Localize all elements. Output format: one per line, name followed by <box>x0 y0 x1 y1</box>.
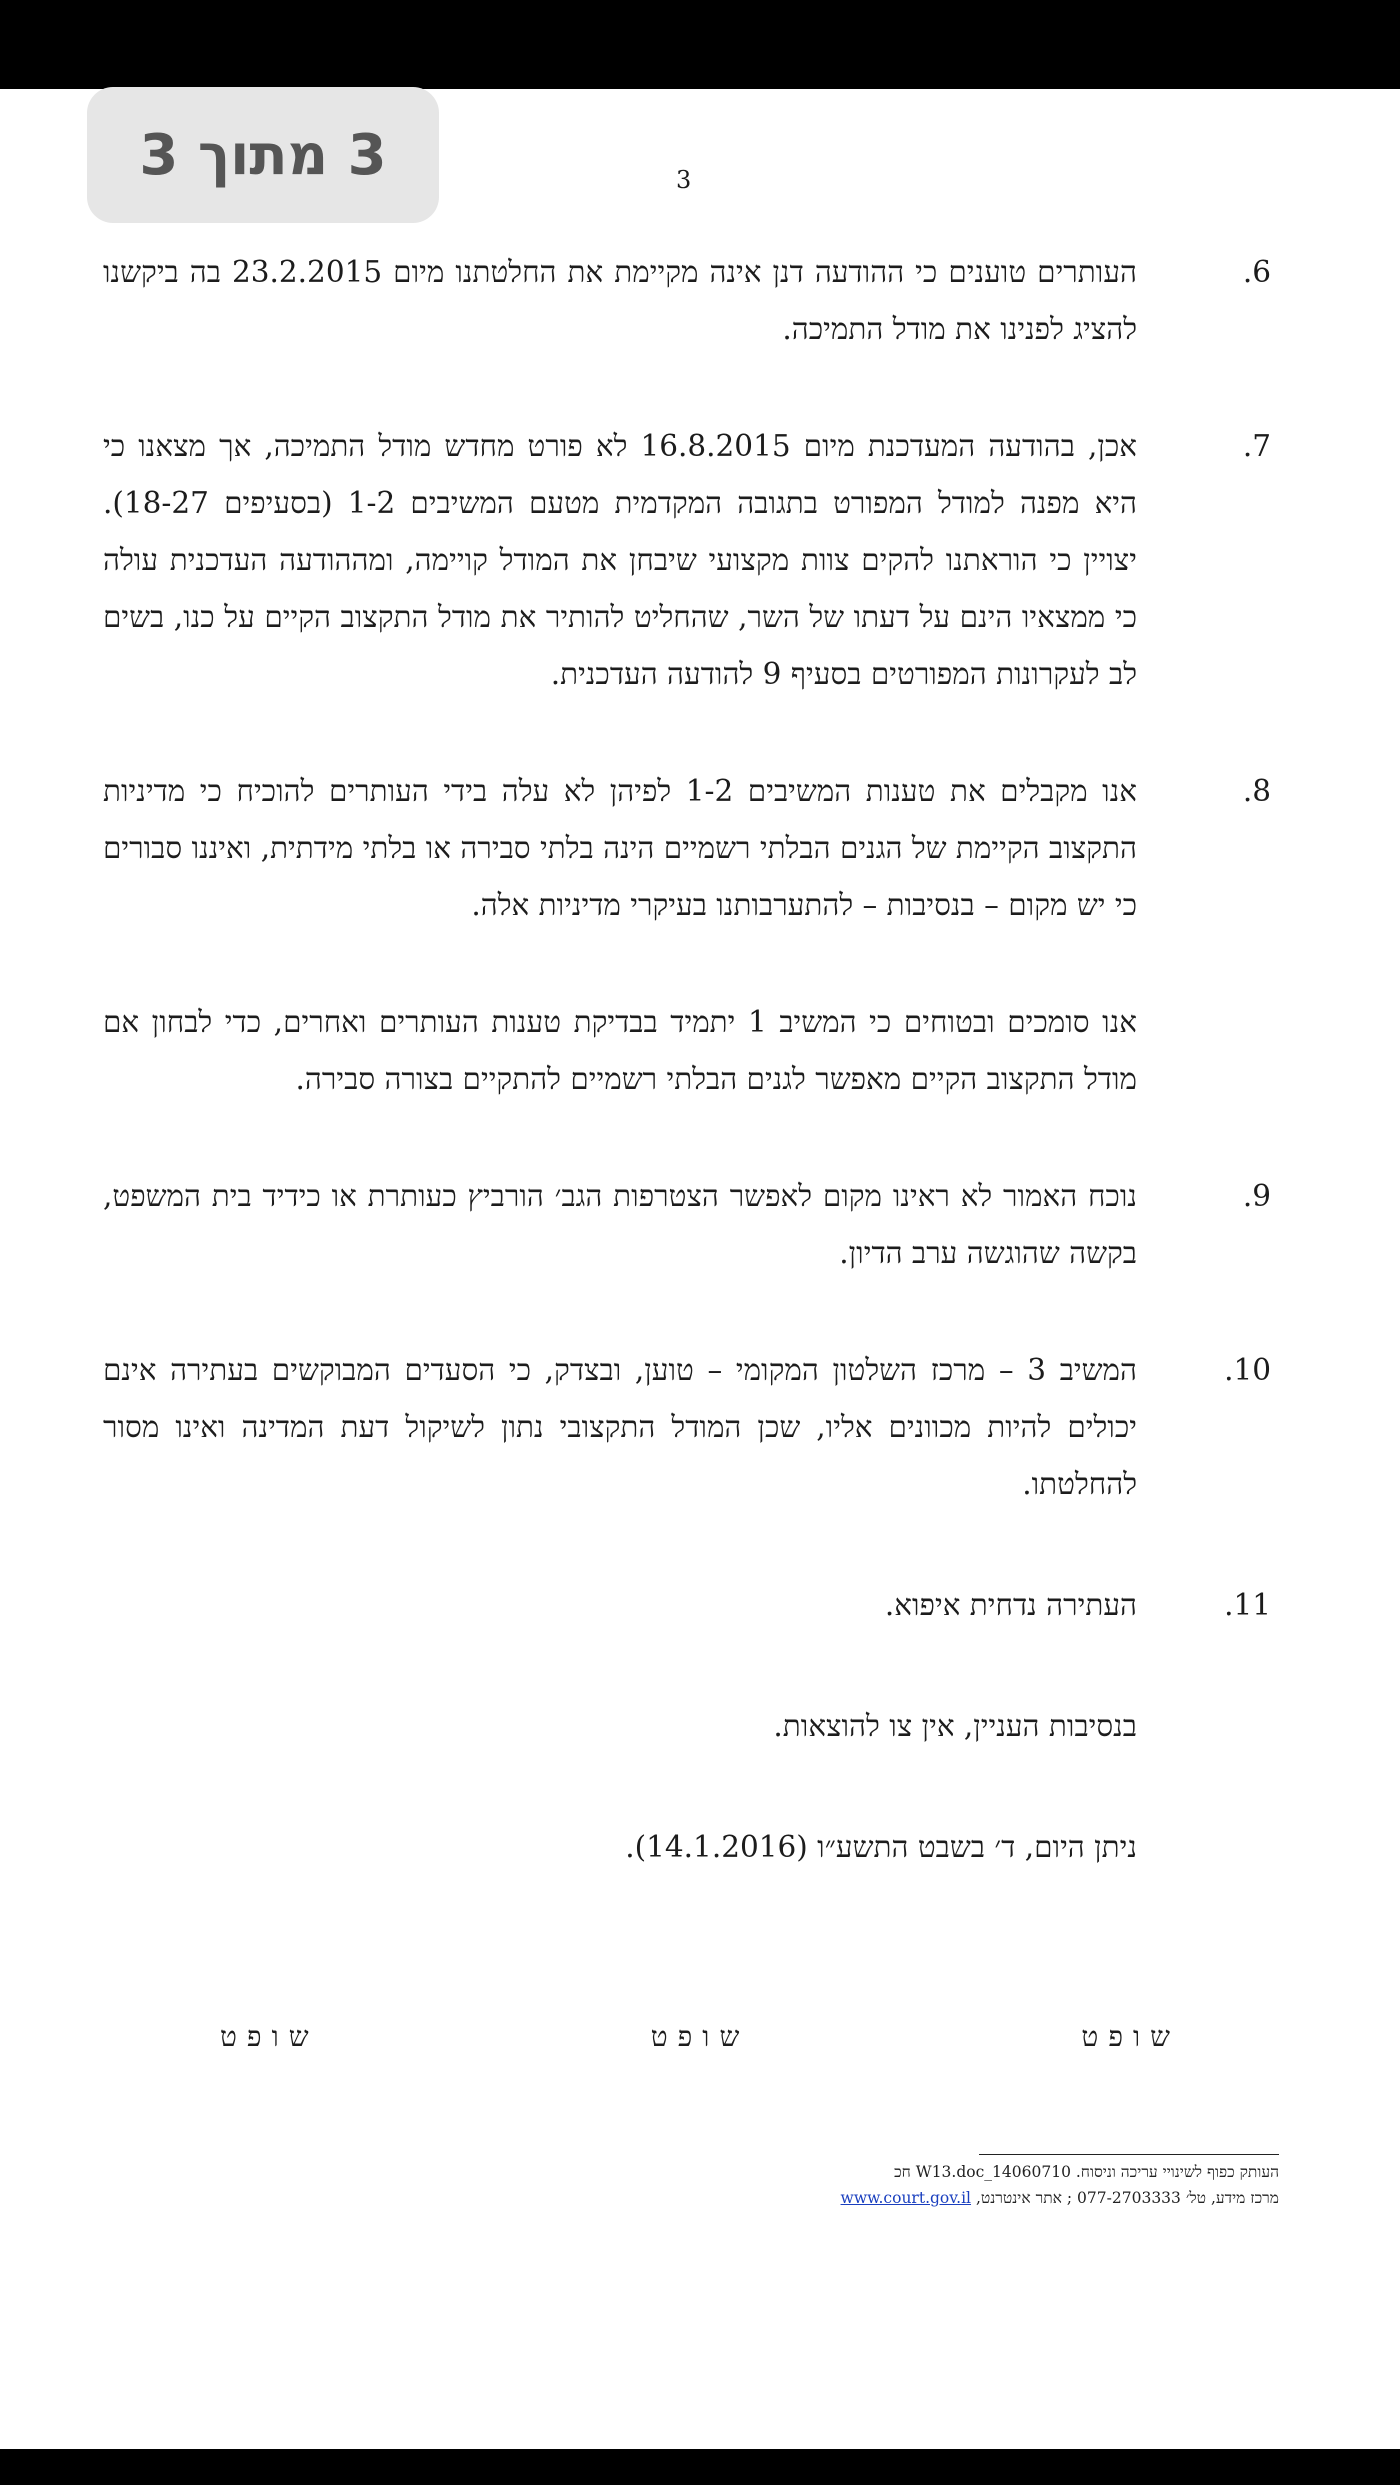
footer-contact-text: מרכז מידע, טל׳ 077-2703333 ; אתר אינטרנט, <box>975 2189 1279 2207</box>
paragraph-number: 10. <box>1224 1353 1271 1387</box>
paragraph-8 <box>103 763 1271 934</box>
paragraph-number: 6. <box>1242 255 1271 289</box>
paragraph-6 <box>103 244 1271 358</box>
paragraph-text: אנו מקבלים את טענות המשיבים 1-2 לפיהן לא עלה בידי העותרים להוכיח כי מדיניות התקצוב הקיימת של הגנים הבלתי רשמיים הינה בלתי סבירה או בלתי מידתית, ואיננו סבורים כי יש מקום – בנסיבות – להתערבותנו בעיקרי מדיניות אלה. <box>103 774 1137 922</box>
paragraph-8-continued <box>103 994 1271 1108</box>
paragraph-number: 11. <box>1224 1588 1271 1622</box>
paragraph-number: 9. <box>1242 1179 1271 1213</box>
paragraph-text: אכן, בהודעה המעדכנת מיום 16.8.2015 לא פורט מחדש מודל התמיכה, אך מצאנו כי היא מפנה למודל המפורט בתגובה המקדמית מטעם המשיבים 1-2 (בסעיפים 18-27). יצויין כי הוראתנו להקים צוות מקצועי שיבחן את המודל קויימה, ומההודעה העדכנית עולה כי ממצאיו הינם על דעתו של השר, שהחליט להותיר את מודל התקצוב הקיים על כנו, בשים לב לעקרונות המפורטים בסעיף 9 להודעה העדכנית. <box>103 429 1137 691</box>
signature-row <box>220 2020 1180 2054</box>
document-body <box>103 244 1271 1876</box>
paragraph-number: 7. <box>1242 429 1271 463</box>
paragraph-text: המשיב 3 – מרכז השלטון המקומי – טוען, ובצדק, כי הסעדים המבוקשים בעתירה אינם יכולים להיות מכוונים אליו, שכן המודל התקצובי נתון לשיקול דעת המדינה ואינו מסור להחלטתו. <box>103 1353 1138 1501</box>
page-indicator-badge <box>87 87 439 223</box>
paragraph-11 <box>103 1577 1271 1634</box>
page-number: 3 <box>676 166 692 194</box>
judge-signature: שופט <box>650 2020 750 2053</box>
paragraph-10 <box>103 1342 1271 1513</box>
paragraph-text: העתירה נדחית איפוא. <box>884 1588 1137 1622</box>
costs-statement: בנסיבות העניין, אין צו להוצאות. <box>773 1709 1137 1743</box>
date-given: ניתן היום, ד׳ בשבט התשע״ו (14.1.2016). <box>625 1830 1137 1864</box>
paragraph-text: אנו סומכים ובטוחים כי המשיב 1 יתמיד בבדיקת טענות העותרים ואחרים, כדי לבחון אם מודל התקצוב הקיים מאפשר לגנים הבלתי רשמיים להתקיים בצורה סבירה. <box>103 1005 1137 1096</box>
paragraph-7 <box>103 418 1271 703</box>
paragraph-text: העותרים טוענים כי ההודעה דנן אינה מקיימת את החלטתנו מיום 23.2.2015 בה ביקשנו להציג לפנינו את מודל התמיכה. <box>103 255 1137 346</box>
document-footer <box>519 2154 1279 2211</box>
judge-signature: שופט <box>220 2020 319 2053</box>
paragraph-text: נוכח האמור לא ראינו מקום לאפשר הצטרפות הגב׳ הורביץ כעותרת או כידיד בית המשפט, בקשה שהוגשה ערב הדיון. <box>103 1179 1137 1270</box>
footer-note: העותק כפוף לשינויי עריכה וניסוח. 14060710_W13.doc חכ <box>894 2163 1279 2181</box>
paragraph-number: 8. <box>1242 774 1271 808</box>
footer-contact <box>519 2185 1279 2211</box>
court-website-link[interactable]: www.court.gov.il <box>840 2189 972 2207</box>
footer-rule <box>979 2154 1279 2155</box>
top-black-bar <box>0 0 1400 89</box>
paragraph-9 <box>103 1168 1271 1282</box>
page-indicator-text: 3 מתוך 3 <box>139 122 387 188</box>
judge-signature: שופט <box>1081 2020 1180 2053</box>
bottom-black-bar <box>0 2449 1400 2485</box>
